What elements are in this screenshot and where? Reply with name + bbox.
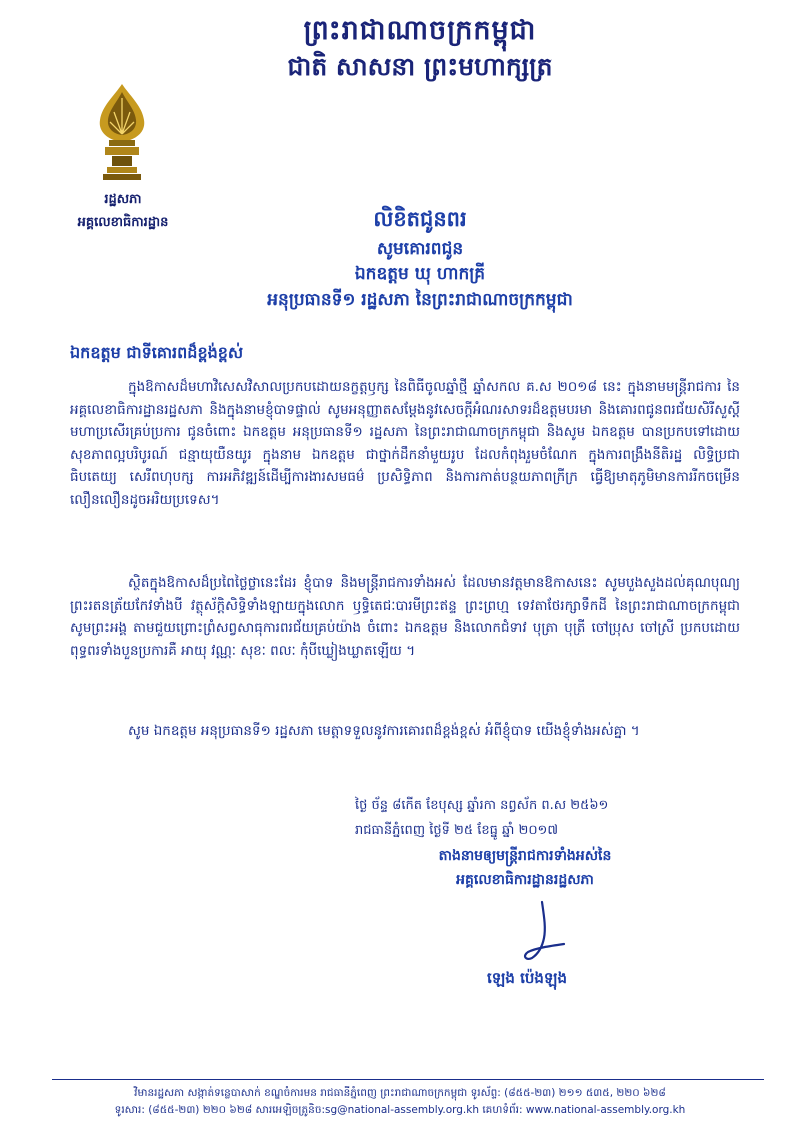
body-paragraph-2	[70, 572, 740, 662]
footer-divider	[52, 1079, 764, 1080]
body-paragraph-2-text: ស្ថិតក្នុងឱកាសដ៏ប្រពៃថ្លៃថ្លានេះដែរ ខ្ញុំបាទ និងមន្ត្រីរាជការទាំងអស់ ដែលមានវត្តមានឱកាសនេះ សូមបួងសួងដល់គុណបុណ្យ ព្រះរតនត្រ័យកែវទាំងបី វត្ថុស័ក្តិសិទ្ធិទាំងឡាយក្នុងលោក ឫទ្ធិតេជៈបារមីព្រះឥន្ទ ព្រះព្រហ្ម ទេវតាថែរក្សាទឹកដី នៃព្រះរាជាណាចក្រកម្ពុជា សូមព្រះអង្គ តាមជួយព្រោះព្រំសព្វសាធុការពរជ័យគ្រប់យ៉ាង ចំពោះ ឯកឧត្តម និងលោកជំទាវ បុត្រា បុត្រី ចៅប្រុស ចៅស្រី ប្រកបដោយពុទ្ធពរទាំងបួនប្រការគឺ អាយុ វណ្ណៈ សុខៈ ពលៈ កុំបីឃ្លៀងឃ្លាតឡើយ ។	[70, 575, 740, 659]
body-paragraph-1	[70, 376, 740, 511]
body-paragraph-3-text: សូម ឯកឧត្តម អនុប្រធានទី១ រដ្ឋសភា មេត្តាទទួលនូវការគោរពដ៏ខ្ពង់ខ្ពស់ អំពីខ្ញុំបាទ យើងខ្ញុំទាំងអស់គ្នា ។	[128, 723, 640, 739]
salutation: ឯកឧត្តម ជាទីគោរពដ៏ខ្ពង់ខ្ពស់	[70, 343, 244, 362]
addressee-line-3: អនុប្រធានទី១ រដ្ឋសភា នៃព្រះរាជាណាចក្រកម្ពុជា	[267, 290, 573, 310]
footer-address: វិមានរដ្ឋសភា សង្កាត់ទន្លេបាសាក់ ខណ្ឌចំការមន រាជធានីភ្នំពេញ ព្រះរាជាណាចក្រកម្ពុជា ទូរស័ព្ទ: (៨៥៥-២៣) ២១១ ៥៣៥, ២២០ ៦២៨	[134, 1087, 666, 1099]
parliament-emblem-icon	[92, 82, 152, 182]
lunar-date: ថ្ងៃ ច័ន្ទ ៨កើត ខែបុស្ស ឆ្នាំរកា នព្វស័ក ព.ស ២៥៦១	[355, 798, 609, 813]
signature-icon	[498, 898, 578, 968]
letter-title: លិខិតជូនពរ	[373, 207, 467, 231]
addressee-line-2: ឯកឧត្តម ឃុ ហាកគ្រី	[354, 264, 486, 284]
organization-department: អគ្គលេខាធិការដ្ឋាន	[77, 215, 169, 230]
body-paragraph-3	[70, 720, 740, 743]
kingdom-header: ព្រះរាជាណាចក្រកម្ពុជា	[303, 15, 537, 46]
addressee-line-1: សូមគោរពជូន	[376, 239, 464, 259]
national-motto: ជាតិ សាសនា ព្រះមហាក្សត្រ	[287, 52, 553, 81]
signatory-title-1: តាងនាមឲ្យមន្ត្រីរាជការទាំងអស់នៃ	[438, 848, 612, 864]
footer-contact: ទូរសារ: (៨៥៥-២៣) ២២០ ៦២៨ សារអេឡិចត្រូនិច:sg@national-assembly.org.kh គេហទំព័រ: www.national-assembly.org.kh	[114, 1104, 686, 1116]
solar-date: រាជធានីភ្នំពេញ ថ្ងៃទី ២៥ ខែធ្នូ ឆ្នាំ ២០១៧	[355, 823, 559, 838]
signatory-title-2: អគ្គលេខាធិការដ្ឋានរដ្ឋសភា	[456, 872, 594, 888]
organization-name: រដ្ឋសភា	[104, 192, 142, 207]
signatory-name: ឡេង ប៉េងឡុង	[487, 969, 567, 987]
body-paragraph-1-text: ក្នុងឱកាសដ៏មហាវិសេសវិសាលប្រកបដោយនក្ខត្តឫក្ស នៃពិធីចូលឆ្នាំថ្មី ឆ្នាំសកល គ.ស ២០១៨ នេះ ក្នុងនាមមន្ត្រីរាជការ នៃអគ្គលេខាធិការដ្ឋានរដ្ឋសភា និងក្នុងនាមខ្ញុំបាទផ្ទាល់ សូមអនុញ្ញាតសម្តែងនូវសេចក្តីអំណរសាទរដ៏ឧត្តមបរមា និងគោរពជូនពរជ័យសិរីសួស្តី មហាប្រសើរគ្រប់ប្រការ ជូនចំពោះ ឯកឧត្តម អនុប្រធានទី១ រដ្ឋសភា នៃព្រះរាជាណាចក្រកម្ពុជា និងសូម ឯកឧត្តម បានប្រកបទៅដោយសុខភាពល្អបរិបូរណ៍ ជន្មាយុយឺនយូរ ក្នុងនាម ឯកឧត្តម ជាថ្នាក់ដឹកនាំមួយរូប ដែលកំពុងរួមចំណែក ក្នុងការពង្រឹងនីតិរដ្ឋ លិទ្ធិប្រជាធិបតេយ្យ សេរីពហុបក្ស ការអភិវឌ្ឍន៍ដើម្បីការងារសមធម៌ ប្រសិទ្ធិភាព និងការកាត់បន្ថយភាពក្រីក្រ ធ្វើឱ្យមាតុភូមិមានការរីកចម្រើនលឿនលឿនដូចអរិយប្រទេស។	[70, 379, 740, 508]
